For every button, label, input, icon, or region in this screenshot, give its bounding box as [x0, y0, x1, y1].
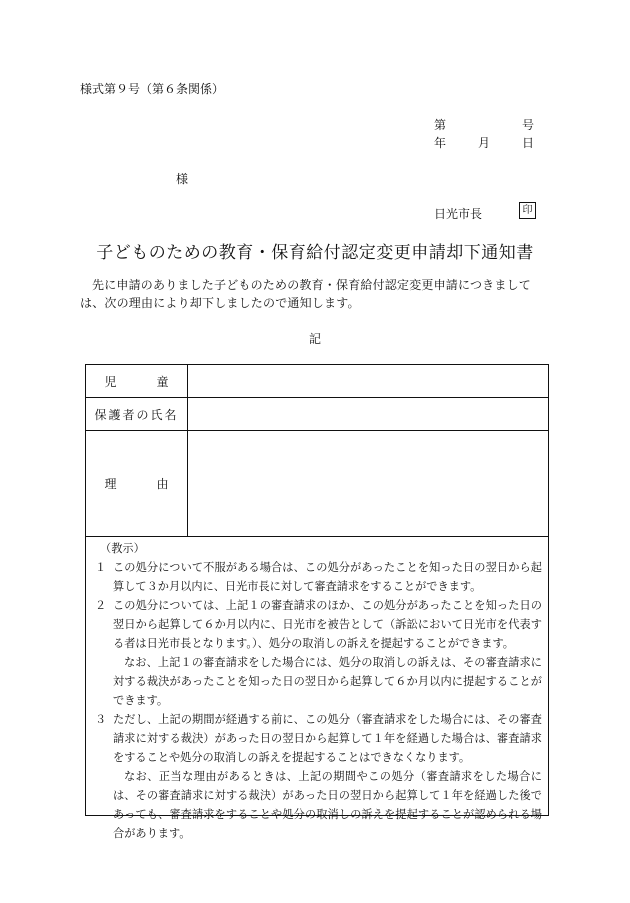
- number-label-dai: 第: [434, 118, 447, 132]
- date-year: 年: [434, 136, 447, 150]
- form-table: [85, 364, 549, 840]
- instruction-number: ２: [95, 599, 107, 612]
- instruction-number: １: [95, 561, 107, 574]
- instruction-text: ただし、上記の期間が経過する前に、この処分（審査請求をした場合には、その審査請求に対する裁決）があった日の翌日から起算して１年を経過した場合は、審査請求をすることや処分の取消しの訴えを提起することはできなくなります。: [113, 713, 542, 764]
- number-label-go: 号: [522, 118, 535, 132]
- instruction-item-1: [92, 558, 542, 596]
- child-row: [86, 365, 548, 398]
- instructions-heading: （教示）: [100, 542, 145, 555]
- date-day: 日: [522, 136, 535, 150]
- seal-mark: 印: [519, 202, 536, 219]
- instruction-item-3: [92, 710, 542, 767]
- reason-value[interactable]: [188, 431, 548, 536]
- child-value[interactable]: [188, 365, 548, 397]
- instruction-item-2: [92, 596, 542, 653]
- intro-text: 先に申請のありました子どものための教育・保育給付認定変更申請につきましては、次の理由により却下しましたので通知します。: [80, 278, 531, 310]
- ki-heading: 記: [308, 332, 321, 346]
- reason-label: 理 由: [86, 431, 188, 536]
- instruction-2-note: なお、上記１の審査請求をした場合には、処分の取消しの訴えは、その審査請求に対する裁決があったことを知った日の翌日から起算して６か月以内に提起することができます。: [113, 656, 542, 707]
- instructions-section: [86, 539, 548, 843]
- instruction-text: この処分については、上記１の審査請求のほか、この処分があったことを知った日の翌日から起算して６か月以内に、日光市を被告として（訴訟において日光市を代表する者は日光市長となります。）、処分の取消しの訴えを提起することができます。: [113, 599, 542, 650]
- date-month: 月: [478, 136, 491, 150]
- guardian-value[interactable]: [188, 398, 548, 430]
- instruction-3-note: なお、正当な理由があるときは、上記の期間やこの処分（審査請求をした場合には、その審査請求に対する裁決）があった日の翌日から起算して１年を経過した後であっても、審査請求をすることや処分の取消しの訴えを提起することが認められる場合があります。: [113, 770, 542, 840]
- guardian-label: 保護者の氏名: [86, 398, 188, 430]
- guardian-row: [86, 398, 548, 431]
- form-number: 様式第９号（第６条関係）: [80, 82, 225, 96]
- instruction-text: この処分について不服がある場合は、この処分があったことを知った日の翌日から起算して３か月以内に、日光市長に対して審査請求をすることができます。: [113, 561, 542, 593]
- reason-row: [86, 431, 548, 537]
- child-label: 児 童: [86, 365, 188, 397]
- addressee-suffix: 様: [176, 172, 189, 186]
- instruction-number: ３: [95, 713, 107, 726]
- document-title: 子どものための教育・保育給付認定変更申請却下通知書: [96, 243, 534, 263]
- issuer-name: 日光市長: [434, 207, 483, 221]
